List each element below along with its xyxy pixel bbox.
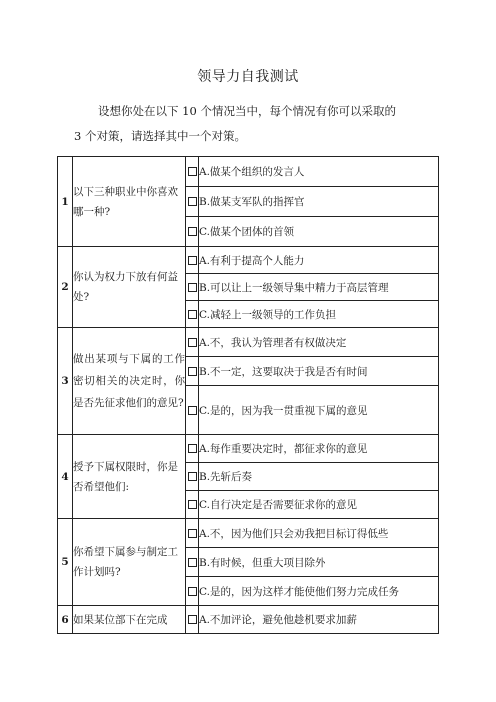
question-row (58, 157, 439, 187)
page-title: 领导力自我测试 (197, 69, 299, 85)
option-label: C.做某个团体的首领 (199, 217, 439, 247)
question-text: 做出某项与下属的工作密切相关的决定时，你是否先征求他们的意见? (73, 328, 186, 435)
option-label: A.不加评论，避免他趁机要求加薪 (199, 606, 439, 634)
question-text: 你认为权力下放有何益处? (73, 247, 186, 328)
question-number: 1 (58, 157, 73, 247)
option-checkbox[interactable] (186, 548, 199, 577)
option-label: C.自行决定是否需要征求你的意见 (199, 491, 439, 519)
question-number: 5 (58, 519, 73, 606)
intro-line-2: 3 个对策，请选择其中一个对策。 (74, 129, 246, 143)
option-checkbox[interactable] (186, 606, 199, 634)
quiz-table (57, 156, 439, 634)
question-text: 以下三种职业中你喜欢哪一种? (73, 157, 186, 247)
option-label: A.有利于提高个人能力 (199, 247, 439, 274)
option-label: C.是的，因为我一贯重视下属的意见 (199, 386, 439, 435)
intro-line-1: 设想你处在以下 10 个情况当中，每个情况有你可以采取的 (98, 104, 396, 118)
option-checkbox[interactable] (186, 301, 199, 328)
question-row (58, 606, 439, 634)
option-label: B.有时候，但重大项目除外 (199, 548, 439, 577)
option-label: B.做某支军队的指挥官 (199, 187, 439, 217)
option-label: A.每作重要决定时，都征求你的意见 (199, 435, 439, 463)
option-checkbox[interactable] (186, 491, 199, 519)
option-label: B.可以让上一级领导集中精力于高层管理 (199, 274, 439, 301)
option-label: A.做某个组织的发言人 (199, 157, 439, 187)
option-checkbox[interactable] (186, 217, 199, 247)
option-checkbox[interactable] (186, 357, 199, 386)
option-label: A.不，我认为管理者有权做决定 (199, 328, 439, 357)
question-number: 4 (58, 435, 73, 519)
question-text: 如果某位部下在完成 (73, 606, 186, 634)
option-checkbox[interactable] (186, 435, 199, 463)
option-checkbox[interactable] (186, 274, 199, 301)
option-checkbox[interactable] (186, 187, 199, 217)
option-label: C.是的，因为这样才能使他们努力完成任务 (199, 577, 439, 606)
question-row (58, 435, 439, 463)
question-row (58, 328, 439, 357)
option-checkbox[interactable] (186, 577, 199, 606)
question-row (58, 247, 439, 274)
question-number: 3 (58, 328, 73, 435)
option-checkbox[interactable] (186, 157, 199, 187)
option-label: A.不，因为他们只会劝我把目标订得低些 (199, 519, 439, 548)
option-label: B.不一定，这要取决于我是否有时间 (199, 357, 439, 386)
option-checkbox[interactable] (186, 519, 199, 548)
option-label: B.先斩后奏 (199, 463, 439, 491)
option-checkbox[interactable] (186, 463, 199, 491)
question-row (58, 519, 439, 548)
question-number: 6 (58, 606, 73, 634)
option-label: C.减轻上一级领导的工作负担 (199, 301, 439, 328)
option-checkbox[interactable] (186, 247, 199, 274)
question-text: 授予下属权限时，你是否希望他们: (73, 435, 186, 519)
option-checkbox[interactable] (186, 386, 199, 435)
question-number: 2 (58, 247, 73, 328)
question-text: 你希望下属参与制定工作计划吗? (73, 519, 186, 606)
option-checkbox[interactable] (186, 328, 199, 357)
